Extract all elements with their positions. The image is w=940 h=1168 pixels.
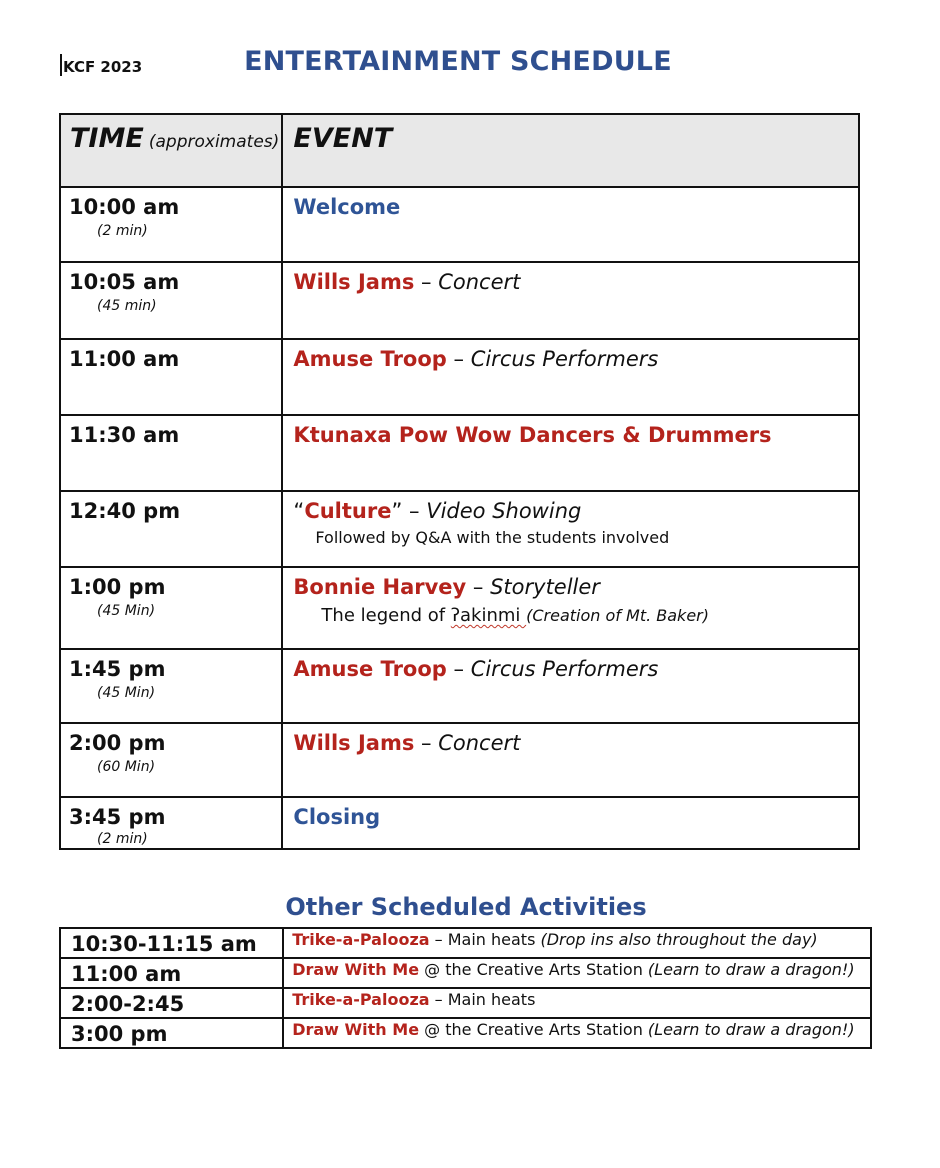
table-row xyxy=(60,958,871,988)
activity-name: Trike-a-Palooza xyxy=(292,930,430,949)
activity-name: Draw With Me xyxy=(292,1020,420,1039)
event-time: 2:00 pm xyxy=(69,731,166,755)
legend-word: ʔakinmi xyxy=(450,605,527,626)
event-name: Culture xyxy=(304,499,392,523)
time-cell xyxy=(60,491,282,567)
table-row xyxy=(60,491,859,567)
activity-note: (Drop ins also throughout the day) xyxy=(540,930,818,949)
activity-detail: – Main heats xyxy=(429,930,541,949)
event-cell xyxy=(282,797,859,849)
table-row xyxy=(60,988,871,1018)
activity-detail: @ the Creative Arts Station xyxy=(419,960,648,979)
event-time: 12:40 pm xyxy=(69,499,181,523)
page-title: ENTERTAINMENT SCHEDULE xyxy=(244,46,672,77)
event-kind: Circus Performers xyxy=(470,347,659,371)
event-duration: (45 Min) xyxy=(97,603,156,619)
activity-cell xyxy=(283,988,871,1018)
document-code: KCF 2023 xyxy=(63,58,143,76)
event-time: 1:45 pm xyxy=(69,657,166,681)
table-row xyxy=(60,797,859,849)
time-cell xyxy=(60,567,282,649)
event-name: Wills Jams xyxy=(293,270,415,294)
event-cell xyxy=(282,723,859,797)
other-activities-table xyxy=(59,927,872,1049)
activity-note: (Learn to draw a dragon!) xyxy=(647,1020,855,1039)
event-time: 11:30 am xyxy=(69,423,180,447)
table-row xyxy=(60,567,859,649)
time-cell xyxy=(60,649,282,723)
time-cell xyxy=(60,187,282,262)
legend-prefix: The legend of xyxy=(321,605,451,626)
event-time: 1:00 pm xyxy=(69,575,166,599)
event-duration: (2 min) xyxy=(97,223,148,239)
event-duration: (60 Min) xyxy=(97,759,156,775)
event-kind: Concert xyxy=(438,270,521,294)
event-name: Ktunaxa Pow Wow Dancers & Drummers xyxy=(293,423,772,447)
activity-cell xyxy=(283,1018,871,1048)
activity-detail: – Main heats xyxy=(429,990,536,1009)
event-name: Amuse Troop xyxy=(293,347,447,371)
event-cell xyxy=(282,262,859,339)
event-duration: (45 min) xyxy=(97,298,157,314)
event-duration: (45 Min) xyxy=(97,685,156,701)
event-time: 11:00 am xyxy=(69,347,180,371)
activity-cell xyxy=(283,958,871,988)
event-dash: – xyxy=(402,499,427,523)
event-kind: Circus Performers xyxy=(470,657,659,681)
event-dash: – xyxy=(414,731,439,755)
event-cell xyxy=(282,491,859,567)
event-name: Welcome xyxy=(293,195,401,219)
event-name: Closing xyxy=(293,805,381,829)
table-row xyxy=(60,262,859,339)
table-row xyxy=(60,723,859,797)
activity-detail: @ the Creative Arts Station xyxy=(419,1020,648,1039)
event-legend xyxy=(293,605,858,626)
time-header-label: TIME xyxy=(70,123,144,154)
time-cell xyxy=(60,723,282,797)
table-row xyxy=(60,928,871,958)
activity-name: Draw With Me xyxy=(292,960,420,979)
time-header-note: (approximates) xyxy=(148,132,280,152)
event-quote-open: “ xyxy=(293,499,305,523)
event-kind: Concert xyxy=(438,731,521,755)
time-cell xyxy=(60,415,282,491)
time-cell xyxy=(60,797,282,849)
table-row xyxy=(60,649,859,723)
event-time: 3:45 pm xyxy=(69,805,166,829)
event-kind: Video Showing xyxy=(426,499,582,523)
event-dash: – xyxy=(466,575,491,599)
event-duration: (2 min) xyxy=(97,831,148,847)
event-kind: Storyteller xyxy=(490,575,600,599)
event-quote-close: ” xyxy=(391,499,403,523)
activity-cell xyxy=(283,928,871,958)
event-cell xyxy=(282,339,859,415)
event-dash: – xyxy=(414,270,439,294)
activity-time: 3:00 pm xyxy=(60,1018,283,1048)
time-cell xyxy=(60,339,282,415)
event-time: 10:05 am xyxy=(69,270,180,294)
event-name: Bonnie Harvey xyxy=(293,575,467,599)
activity-time: 11:00 am xyxy=(60,958,283,988)
activity-name: Trike-a-Palooza xyxy=(292,990,430,1009)
time-cell xyxy=(60,262,282,339)
event-name: Wills Jams xyxy=(293,731,415,755)
time-column-header xyxy=(60,114,282,187)
table-row xyxy=(60,339,859,415)
activity-time: 2:00-2:45 xyxy=(60,988,283,1018)
event-dash: – xyxy=(446,347,471,371)
table-row xyxy=(60,187,859,262)
legend-paren: (Creation of Mt. Baker) xyxy=(526,606,709,625)
event-time: 10:00 am xyxy=(69,195,180,219)
table-row xyxy=(60,1018,871,1048)
event-cell xyxy=(282,415,859,491)
event-note: Followed by Q&A with the students involved xyxy=(315,528,670,547)
event-cell xyxy=(282,649,859,723)
entertainment-schedule-table xyxy=(59,113,860,850)
table-header-row xyxy=(60,114,859,187)
event-column-header: EVENT xyxy=(282,114,859,187)
event-cell xyxy=(282,187,859,262)
activity-note: (Learn to draw a dragon!) xyxy=(647,960,855,979)
event-name: Amuse Troop xyxy=(293,657,447,681)
event-dash: – xyxy=(446,657,471,681)
table-row xyxy=(60,415,859,491)
event-cell xyxy=(282,567,859,649)
activity-time: 10:30-11:15 am xyxy=(60,928,283,958)
other-activities-title: Other Scheduled Activities xyxy=(285,893,647,921)
